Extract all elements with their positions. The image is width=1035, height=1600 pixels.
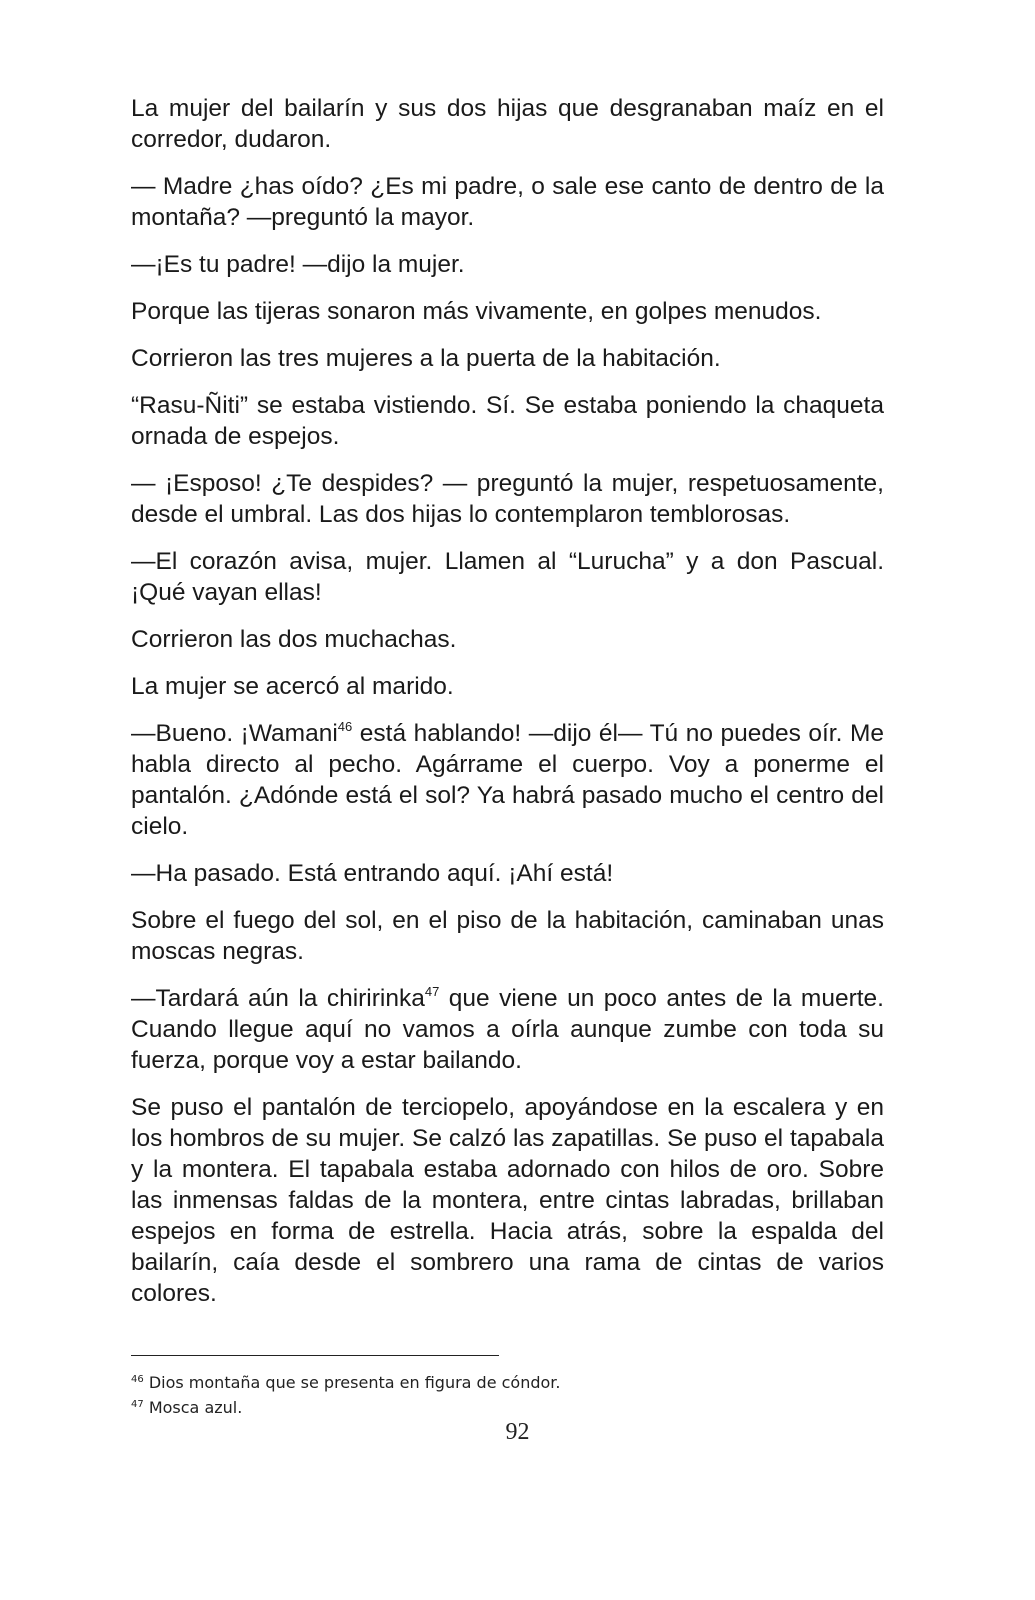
footnote-text: Dios montaña que se presenta en figura de cóndor. (148, 1373, 561, 1392)
footnote-number: 47 (131, 1399, 144, 1410)
paragraph: “Rasu-Ñiti” se estaba vistiendo. Sí. Se estaba poniendo la chaqueta ornada de espejos. (131, 392, 884, 450)
footnotes (131, 1370, 884, 1420)
paragraph (131, 983, 884, 1076)
paragraph-text: está hablando! —dijo él— Tú no puedes oír. Me habla directo al pecho. Agárrame el cuerpo. Voy a ponerme el pantalón. ¿Adónde está el sol? Ya habrá pasado mucho el centro del cielo. (131, 720, 884, 840)
footnote-reference[interactable]: 47 (424, 984, 440, 999)
paragraph: Se puso el pantalón de terciopelo, apoyándose en la escalera y en los hombros de su mujer. Se calzó las zapatillas. Se puso el tapabala y la montera. El tapabala estaba adornado con hilos de oro. Sobre las inmensas faldas de la montera, entre cintas labradas, brillaban espejos en forma de estrella. Hacia atrás, sobre la espalda del bailarín, caía desde el sombrero una rama de cintas de varios colores. (131, 1094, 884, 1307)
footnote-number: 46 (131, 1374, 144, 1385)
paragraph-text: —Bueno. ¡Wamani (131, 720, 338, 747)
footnote-divider (131, 1355, 499, 1356)
paragraph-text: que viene un poco antes de la muerte. Cuando llegue aquí no vamos a oírla aunque zumbe con toda su fuerza, porque voy a estar bailando. (131, 985, 884, 1074)
paragraph: —Ha pasado. Está entrando aquí. ¡Ahí está! (131, 860, 614, 887)
paragraph: La mujer del bailarín y sus dos hijas que desgranaban maíz en el corredor, dudaron. (131, 95, 884, 153)
footnote-text: Mosca azul. (148, 1398, 243, 1417)
footnote (131, 1370, 884, 1395)
paragraph: Corrieron las dos muchachas. (131, 626, 457, 653)
paragraph: La mujer se acercó al marido. (131, 673, 454, 700)
paragraph: Corrieron las tres mujeres a la puerta de la habitación. (131, 345, 721, 372)
paragraph: Sobre el fuego del sol, en el piso de la habitación, caminaban unas moscas negras. (131, 907, 884, 965)
footnote-reference[interactable]: 46 (337, 719, 353, 734)
paragraph-text: —Tardará aún la chiririnka (131, 985, 425, 1012)
paragraph: —El corazón avisa, mujer. Llamen al “Lurucha” y a don Pascual. ¡Qué vayan ellas! (131, 548, 884, 606)
body-text (131, 93, 884, 1309)
page-number: 92 (505, 1419, 530, 1445)
paragraph: Porque las tijeras sonaron más vivamente, en golpes menudos. (131, 298, 822, 325)
paragraph: — ¡Esposo! ¿Te despides? — preguntó la mujer, respetuosamente, desde el umbral. Las dos hijas lo contemplaron temblorosas. (131, 470, 884, 528)
paragraph: —¡Es tu padre! —dijo la mujer. (131, 251, 465, 278)
paragraph (131, 718, 884, 842)
footnote (131, 1395, 884, 1420)
paragraph: — Madre ¿has oído? ¿Es mi padre, o sale ese canto de dentro de la montaña? —preguntó la mayor. (131, 173, 884, 231)
